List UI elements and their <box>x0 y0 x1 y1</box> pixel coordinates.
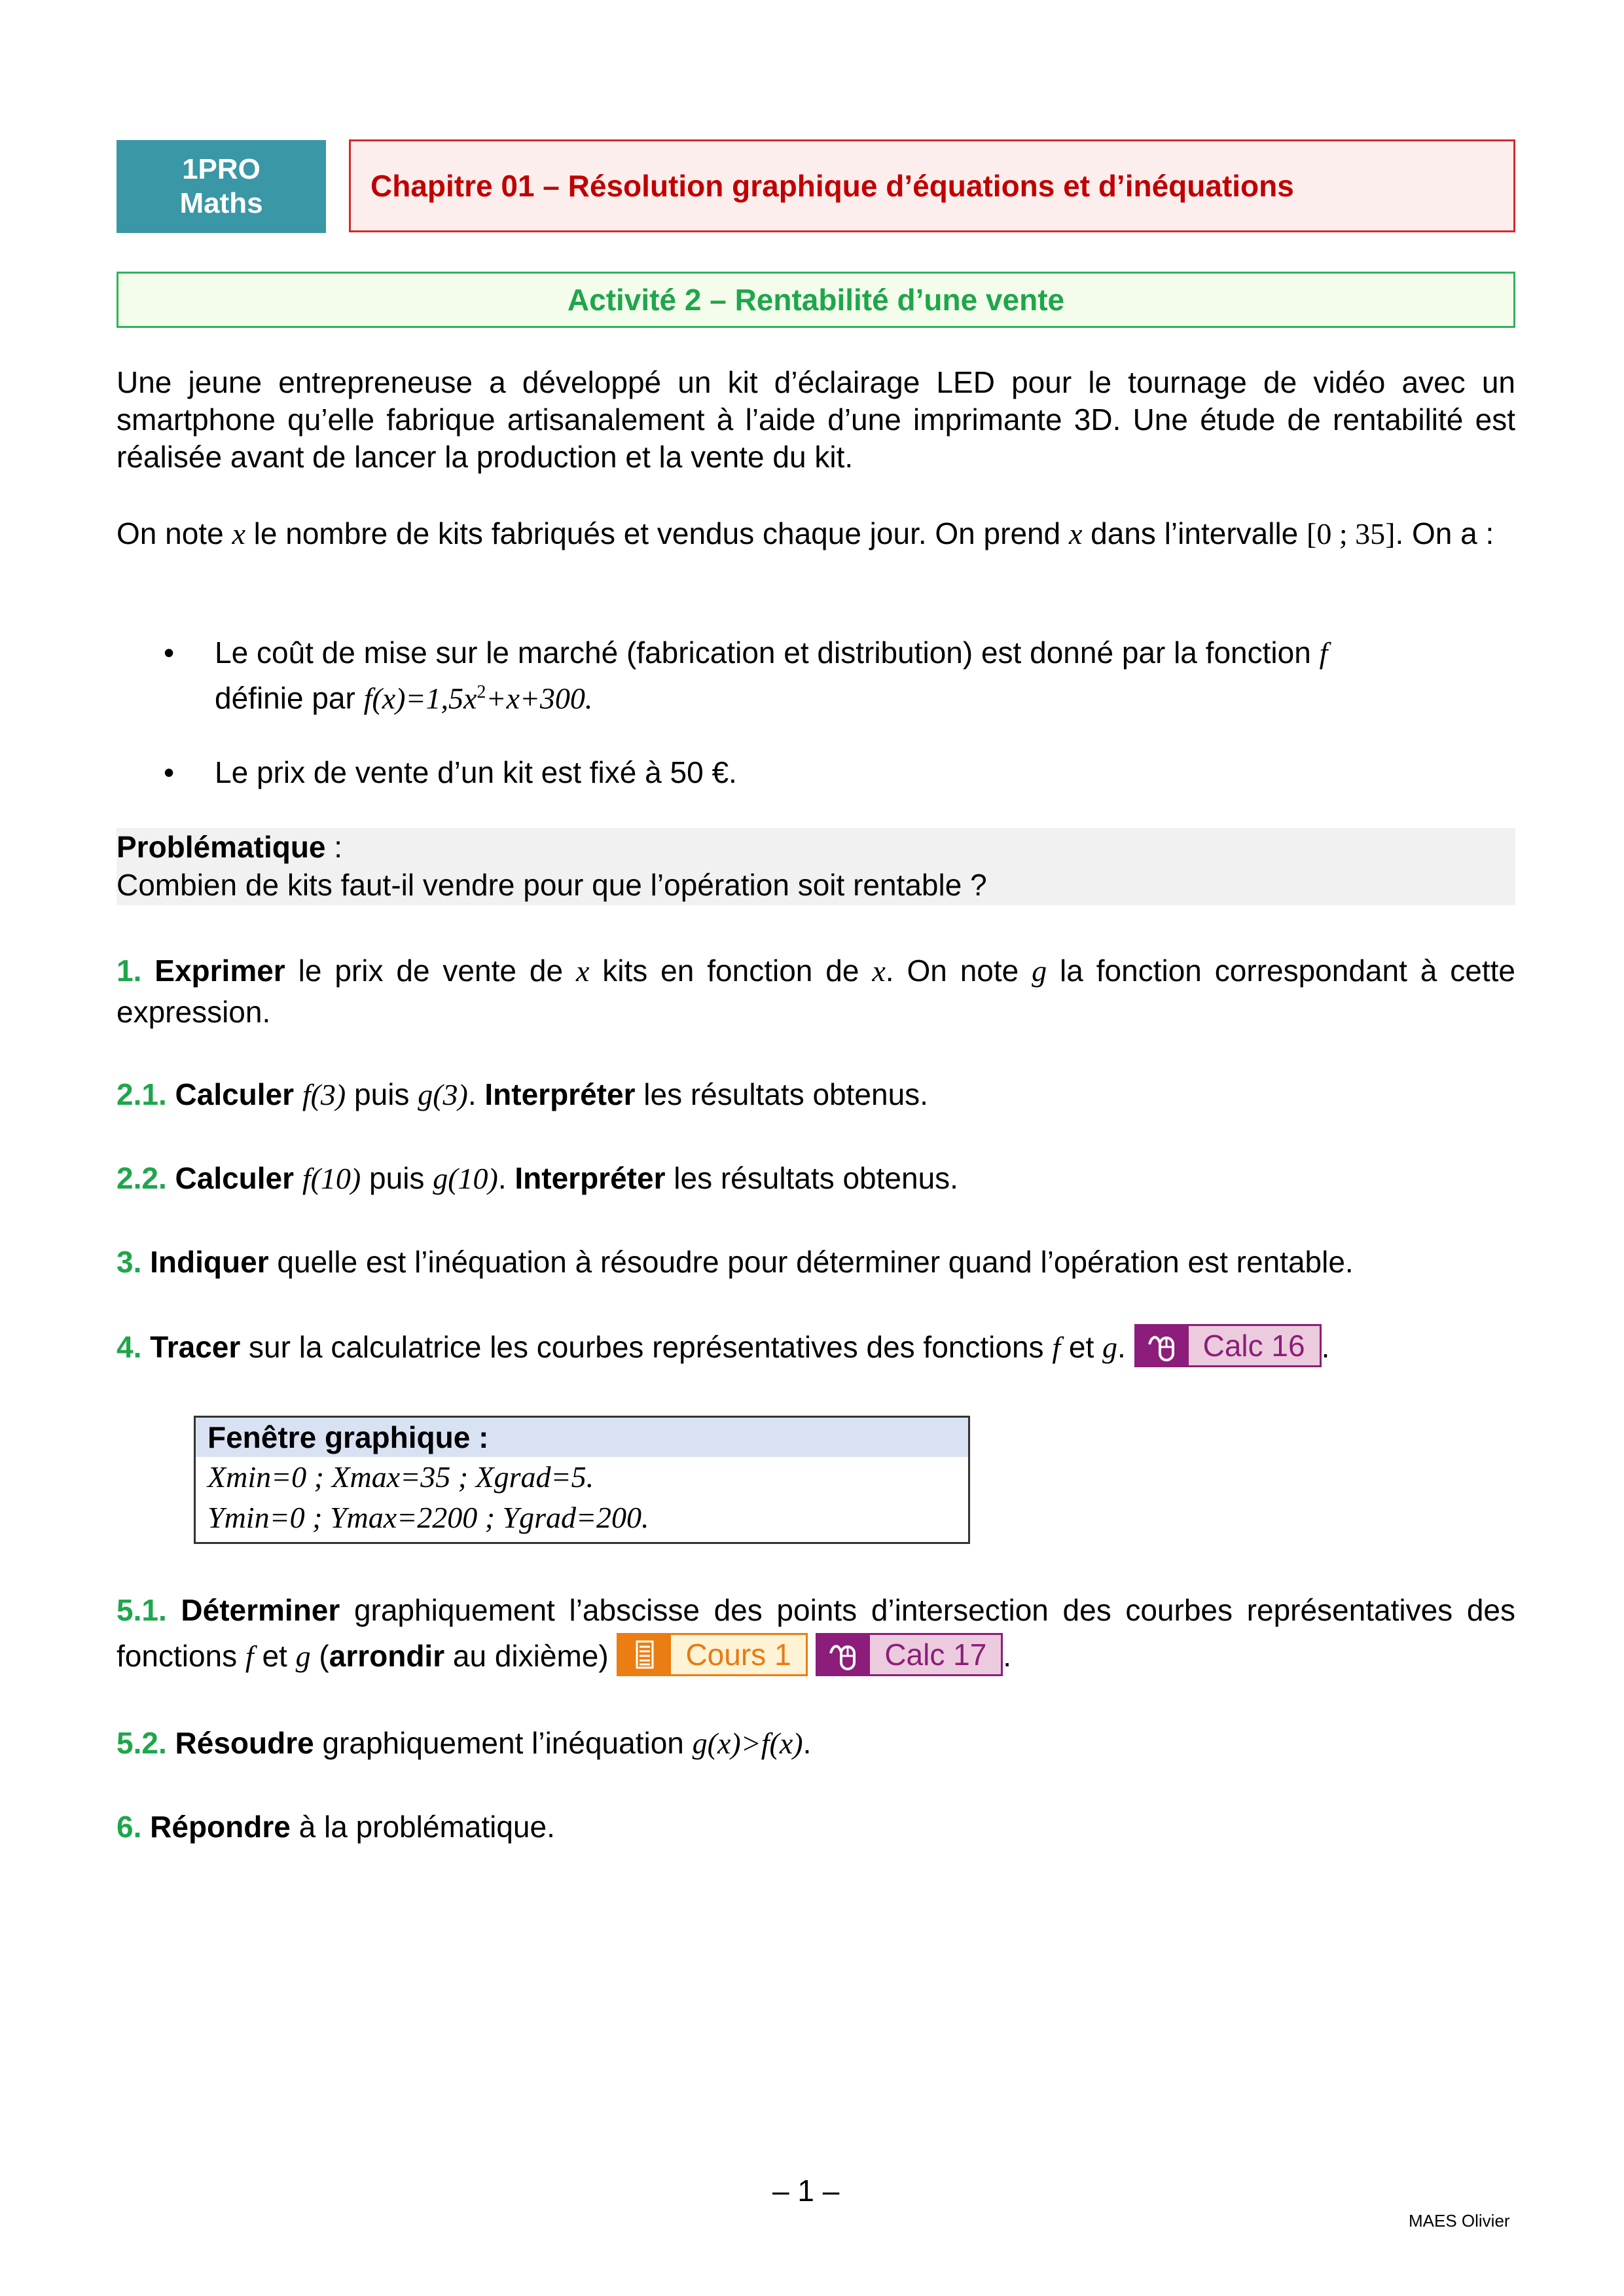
var-x: x <box>232 517 245 550</box>
question-number: 2.2. <box>117 1161 167 1195</box>
formula: f(10) <box>302 1162 361 1195</box>
problematique-box <box>117 828 1515 905</box>
formula: f(x) <box>363 681 406 715</box>
text: dans l’intervalle <box>1082 516 1307 550</box>
verb: Interpréter <box>484 1077 636 1111</box>
verb: Interpréter <box>514 1161 666 1195</box>
question-number: 1. <box>117 954 142 988</box>
question-number: 3. <box>117 1245 142 1279</box>
activity-title: Activité 2 – Rentabilité d’une vente <box>567 283 1065 317</box>
text: ( <box>310 1639 329 1673</box>
problematique-label: Problématique <box>117 830 326 864</box>
formula: f(3) <box>302 1078 346 1111</box>
problematique-question: Combien de kits faut-il vendre pour que l’opération soit rentable ? <box>117 868 987 902</box>
chapter-title-box <box>349 139 1515 232</box>
text: et <box>1060 1330 1103 1364</box>
text: . <box>497 1161 515 1195</box>
bullet-icon: • <box>164 755 175 789</box>
bullet-cost <box>164 633 1515 718</box>
intro-text: Une jeune entrepreneuse a développé un kit d’éclairage LED pour le tournage de vidéo avec un smartphone qu’elle fabrique artisanalement à l’aide d’une imprimante 3D. Une étude de rentabilité est réalisée avant de lancer la production et la vente du kit. <box>117 365 1515 474</box>
variable-paragraph <box>117 515 1515 552</box>
cours-1-label: Cours 1 <box>671 1635 805 1674</box>
document-icon <box>619 1635 671 1674</box>
verb: Répondre <box>150 1810 291 1844</box>
text: . <box>1003 1639 1012 1673</box>
text: . On a : <box>1395 516 1494 550</box>
text: On note <box>117 516 232 550</box>
page-number: – 1 – <box>772 2174 840 2208</box>
mouse-icon <box>1136 1326 1189 1365</box>
question-6 <box>117 1806 1515 1847</box>
var-g: g <box>1032 954 1047 988</box>
text: les résultats obtenus. <box>635 1077 928 1111</box>
graph-window-y: Ymin=0 ; Ymax=2200 ; Ygrad=200. <box>208 1501 649 1534</box>
formula: g(3) <box>418 1078 468 1111</box>
author: MAES Olivier <box>1409 2211 1510 2231</box>
question-number: 4. <box>117 1330 142 1364</box>
question-3 <box>117 1242 1515 1282</box>
text: la fonction correspondant à cette expression. <box>117 954 1515 1029</box>
level-line2: Maths <box>179 187 263 219</box>
calc-17-link[interactable] <box>816 1633 1003 1676</box>
text: . <box>1321 1330 1330 1364</box>
level-badge <box>117 140 326 233</box>
text: Le coût de mise sur le marché (fabrication et distribution) est donné par la fonction <box>215 636 1320 670</box>
question-5-2 <box>117 1723 1515 1764</box>
text: . <box>1117 1330 1134 1364</box>
level-line1: 1PRO <box>182 153 261 185</box>
text: et <box>253 1639 296 1673</box>
text: sur la calculatrice les courbes représentatives des fonctions <box>240 1330 1053 1364</box>
formula: g(x)>f(x) <box>692 1727 803 1760</box>
question-number: 2.1. <box>117 1077 167 1111</box>
text: à la problématique. <box>290 1810 555 1844</box>
formula: =1,5x <box>405 681 477 715</box>
var-f: f <box>245 1640 254 1673</box>
question-1 <box>117 950 1515 1032</box>
question-4 <box>117 1327 1515 1371</box>
var-x: x <box>1068 517 1083 550</box>
text: Le prix de vente d’un kit est fixé à 50 €. <box>215 755 737 789</box>
verb: arrondir <box>329 1639 445 1673</box>
text: le nombre de kits fabriqués et vendus chaque jour. On prend <box>245 516 1069 550</box>
activity-title-box <box>117 272 1515 328</box>
var-g: g <box>1102 1331 1118 1364</box>
calc-16-label: Calc 16 <box>1189 1326 1320 1365</box>
text: puis <box>361 1161 433 1195</box>
mouse-icon <box>818 1635 870 1674</box>
text: : <box>325 830 343 864</box>
text: graphiquement l’inéquation <box>314 1726 693 1760</box>
text: . On note <box>885 954 1032 988</box>
verb: Calculer <box>175 1161 295 1195</box>
interval: [0 ; 35] <box>1307 517 1396 550</box>
text: . <box>467 1077 485 1111</box>
var-f: f <box>1052 1331 1061 1364</box>
verb: Déterminer <box>181 1593 340 1627</box>
graph-window-x: Xmin=0 ; Xmax=35 ; Xgrad=5. <box>208 1460 594 1494</box>
question-number: 5.2. <box>117 1726 167 1760</box>
question-number: 6. <box>117 1810 142 1844</box>
graph-window-title: Fenêtre graphique : <box>196 1418 968 1457</box>
formula: g(10) <box>433 1162 498 1195</box>
verb: Calculer <box>175 1077 295 1111</box>
var-g: g <box>295 1640 311 1673</box>
verb: Tracer <box>150 1330 241 1364</box>
verb: Résoudre <box>175 1726 314 1760</box>
text: quelle est l’inéquation à résoudre pour déterminer quand l’opération est rentable. <box>268 1245 1354 1279</box>
calc-17-label: Calc 17 <box>870 1635 1001 1674</box>
text: puis <box>346 1077 418 1111</box>
question-number: 5.1. <box>117 1593 167 1627</box>
verb: Exprimer <box>154 954 285 988</box>
var-x: x <box>575 954 590 988</box>
text: . <box>803 1726 812 1760</box>
bullet-icon: • <box>164 636 175 670</box>
text: les résultats obtenus. <box>665 1161 958 1195</box>
text: définie par <box>215 681 364 715</box>
question-5-1 <box>117 1587 1515 1680</box>
formula: +x+300. <box>486 681 593 715</box>
calc-16-link[interactable] <box>1134 1324 1322 1367</box>
question-2-2 <box>117 1158 1515 1199</box>
var-x: x <box>872 954 886 988</box>
text: au dixième) <box>444 1639 617 1673</box>
bullet-price <box>164 753 1515 792</box>
chapter-title: Chapitre 01 – Résolution graphique d’équations et d’inéquations <box>370 169 1294 203</box>
question-2-1 <box>117 1074 1515 1115</box>
text: le prix de vente de <box>285 954 576 988</box>
intro-paragraph <box>117 364 1515 476</box>
text: kits en fonction de <box>589 954 873 988</box>
graph-window-box <box>194 1416 970 1544</box>
text: graphiquement l’abscisse des points d’intersection des courbes représentatives des fonctions <box>117 1593 1516 1673</box>
cours-1-link[interactable] <box>617 1633 807 1676</box>
var-f: f <box>1319 636 1328 670</box>
verb: Indiquer <box>150 1245 269 1279</box>
exponent: 2 <box>477 682 486 702</box>
